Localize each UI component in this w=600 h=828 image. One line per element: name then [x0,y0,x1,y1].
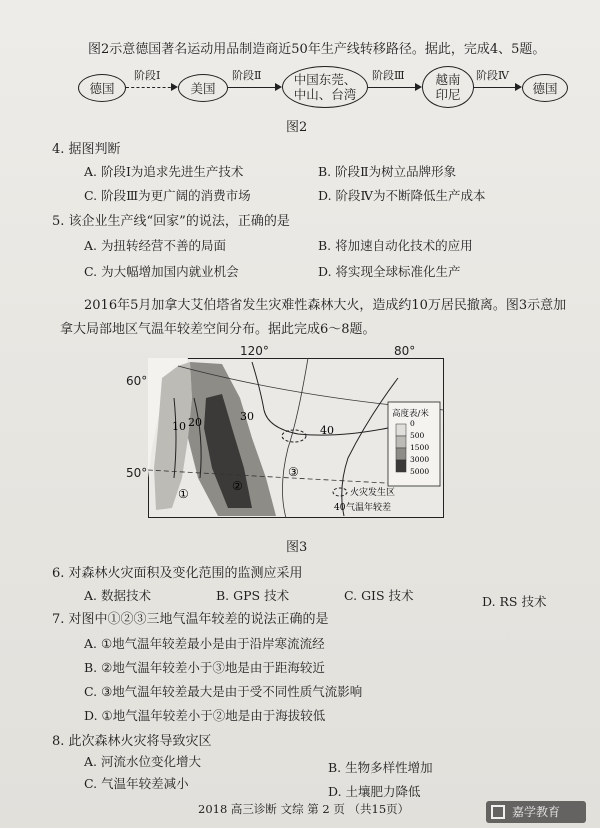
legend-value-1500: 1500 [410,443,430,452]
q8-option-b: B. 生物多样性增加 [328,760,433,775]
legend-value-3000: 3000 [410,455,430,464]
q4-option-a: A. 阶段Ⅰ为追求先进生产技术 [84,164,244,179]
stage-label-2: 阶段Ⅱ [232,69,262,82]
flow-arrow-3 [368,87,420,89]
figure-3-caption: 图3 [286,540,308,555]
flow-node-china-line1: 中国东莞、 [293,72,357,87]
q7-option-d: D. ①地气温年较差小于②地是由于海拔较低 [84,708,326,723]
isoline-label-30: 30 [240,410,254,423]
point-1: ① [178,487,189,501]
q4-option-b: B. 阶段Ⅱ为树立品牌形象 [318,164,457,179]
flow-node-vietnam: 越南 [435,72,461,87]
q7-option-c: C. ③地气温年较差最大是由于受不同性质气流影响 [84,684,363,699]
flow-node-china-line2: 中山、台湾 [293,87,357,102]
q6-option-b: B. GPS 技术 [216,588,290,603]
q8-option-a: A. 河流水位变化增大 [84,754,201,769]
flow-node-usa: 美国 [178,74,228,102]
q4-option-c: C. 阶段Ⅲ为更广阔的消费市场 [84,188,251,203]
intro-text: 图2示意德国著名运动用品制造商近50年生产线转移路径。据此，完成4、5题。 [88,42,546,57]
stage-label-1: 阶段Ⅰ [134,69,161,82]
legend-title: 高度表/米 [392,409,429,419]
lat-label-60: 60° [126,374,148,388]
flow-arrow-4 [474,87,520,89]
page-footer: 2018 高三诊断 文综 第 2 页 （共15页） [198,802,410,816]
legend-swatch-500 [396,436,406,448]
isoline-label-40: 40 [320,424,334,437]
stage-label-3: 阶段Ⅲ [372,69,405,82]
point-3: ③ [288,465,299,479]
q6-option-c: C. GIS 技术 [344,588,414,603]
q5-option-d: D. 将实现全球标准化生产 [318,264,461,279]
legend-swatch-0 [396,424,406,436]
q6-option-d: D. RS 技术 [482,594,547,609]
question-8-stem: 8. 此次森林火灾将导致灾区 [52,734,212,749]
stage-label-4: 阶段Ⅳ [476,69,509,82]
legend-swatch-1500 [396,448,406,460]
flow-arrow-2 [228,87,280,89]
lat-label-50: 50° [126,466,148,480]
flow-node-germany-start: 德国 [78,74,126,102]
isoline-label-10: 10 [172,420,186,433]
q8-option-c: C. 气温年较差减小 [84,776,189,791]
q7-option-b: B. ②地气温年较差小于③地是由于距海较近 [84,660,325,675]
figure-2-caption: 图2 [286,120,308,135]
watermark-text: 嘉学教育 [512,805,561,819]
legend-value-0: 0 [410,419,415,428]
canada-temperature-range-map [148,358,444,518]
lon-label-120: 120° [240,344,269,358]
q5-option-c: C. 为大幅增加国内就业机会 [84,264,239,279]
watermark-logo [486,801,586,823]
flow-node-china [282,66,368,108]
flow-node-germany-end: 德国 [522,74,568,102]
q5-option-a: A. 为扭转经营不善的局面 [84,238,226,253]
lon-label-80: 80° [394,344,416,358]
q6-option-a: A. 数据技术 [84,588,151,603]
question-4-stem: 4. 据图判断 [52,142,121,157]
intro-2-line-1: 2016年5月加拿大艾伯塔省发生灾难性森林大火，造成约10万居民撤离。图3示意加 [84,298,567,313]
question-6-stem: 6. 对森林火灾面积及变化范围的监测应采用 [52,566,303,581]
flow-node-vietnam-indonesia [422,66,474,108]
question-7-stem: 7. 对图中①②③三地气温年较差的说法正确的是 [52,612,329,627]
legend-value-5000: 5000 [410,467,430,476]
q4-option-d: D. 阶段Ⅳ为不断降低生产成本 [318,188,486,203]
watermark-icon [491,805,505,819]
question-5-stem: 5. 该企业生产线“回家”的说法，正确的是 [52,214,290,229]
isoline-label-20: 20 [188,416,202,429]
isoline-legend-label: 气温年较差 [346,503,392,513]
relocation-flow-diagram [78,66,558,108]
flow-node-indonesia: 印尼 [435,87,461,102]
fire-legend-label: 火灾发生区 [350,488,396,498]
legend-value-500: 500 [410,431,425,440]
intro-2-line-2: 拿大局部地区气温年较差空间分布。据此完成6～8题。 [60,322,376,337]
isoline-legend-value: 40 [334,503,346,513]
q5-option-b: B. 将加速自动化技术的应用 [318,238,473,253]
q8-option-d: D. 土壤肥力降低 [328,784,421,799]
legend-swatch-3000 [396,460,406,472]
point-2: ② [232,479,243,493]
flow-arrow-1 [126,87,176,89]
q7-option-a: A. ①地气温年较差最小是由于沿岸寒流流经 [84,636,325,651]
